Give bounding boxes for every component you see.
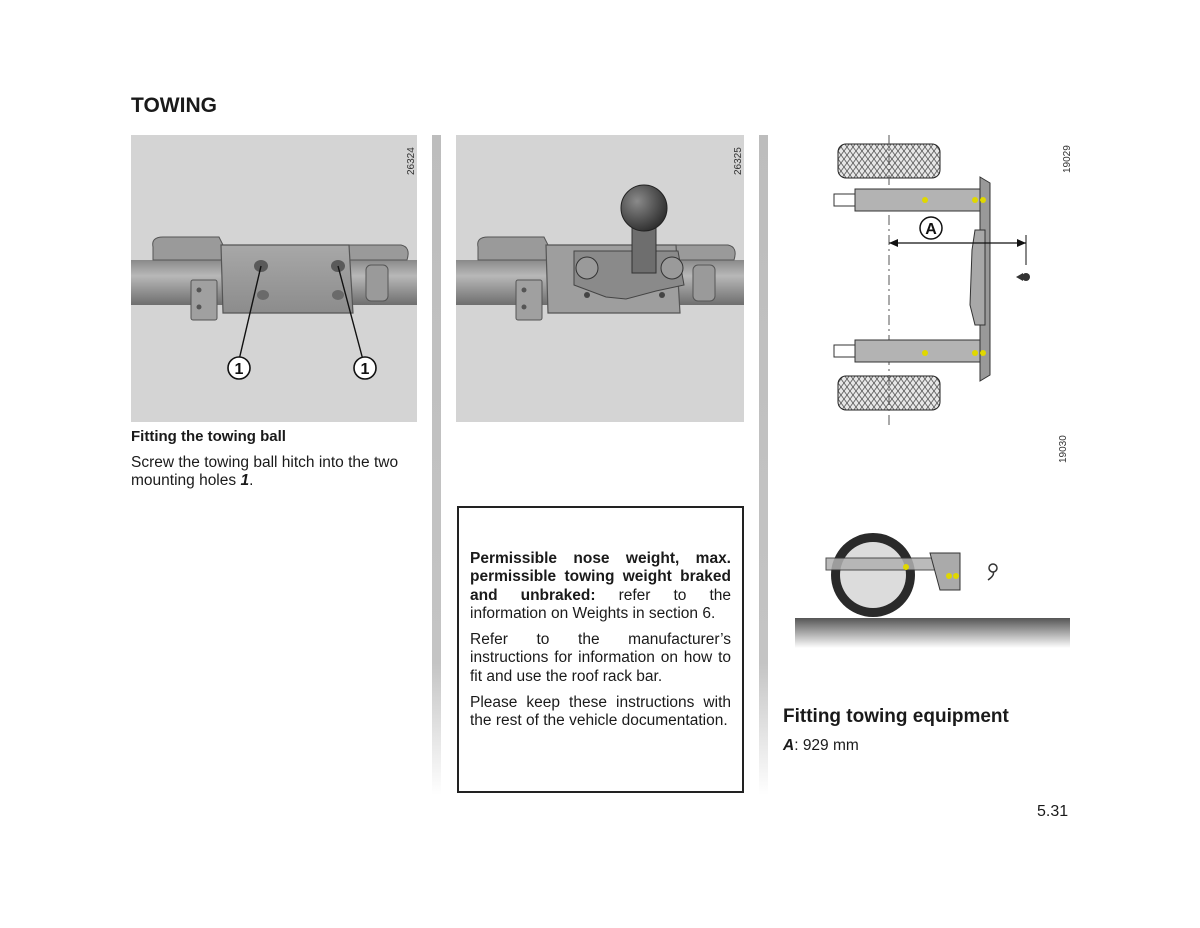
- equipment-title: Fitting towing equipment: [783, 706, 1009, 727]
- ground-line: [795, 618, 1070, 648]
- towing-ball: [621, 185, 667, 231]
- callout-1-left: 1: [234, 361, 244, 378]
- towing-equipment-diagram: [790, 135, 1080, 655]
- column-divider-1: [432, 135, 441, 795]
- section-title: TOWING: [131, 94, 217, 117]
- diagram-ref-bottom: 19030: [1058, 435, 1069, 463]
- note-paragraph-2: Refer to the manufacturer’s instructions for information on how to fit and use the roof rack bar.: [470, 631, 731, 685]
- figure-towing-ball-fitted: [456, 135, 744, 422]
- fitting-ball-body: Screw the towing ball hitch into the two mounting holes 1.: [131, 454, 399, 489]
- note-paragraph-3: Please keep these instructions with the rest of the vehicle documentation.: [470, 694, 731, 730]
- tow-ball-plan: [1022, 273, 1030, 281]
- page-number: 5.31: [1037, 803, 1069, 820]
- equipment-dimension: A: 929 mm: [783, 737, 859, 754]
- note-paragraph-1: Permissible nose weight, max. permissible towing weight braked and unbraked: refer to the information on Weights in section 6.: [470, 550, 731, 622]
- diagram-ref-top: 19029: [1062, 145, 1073, 173]
- dimension-label-a: A: [925, 221, 937, 238]
- figure-ref-number: 26325: [733, 147, 744, 175]
- figure-ref-number: 26324: [406, 147, 417, 175]
- column-divider-2: [759, 135, 768, 795]
- fitting-ball-heading: Fitting the towing ball: [131, 428, 286, 445]
- note-box: [457, 506, 744, 793]
- callout-1-right: 1: [360, 361, 370, 378]
- figure-towing-bracket: [131, 135, 417, 422]
- bracket-plate: [221, 245, 353, 313]
